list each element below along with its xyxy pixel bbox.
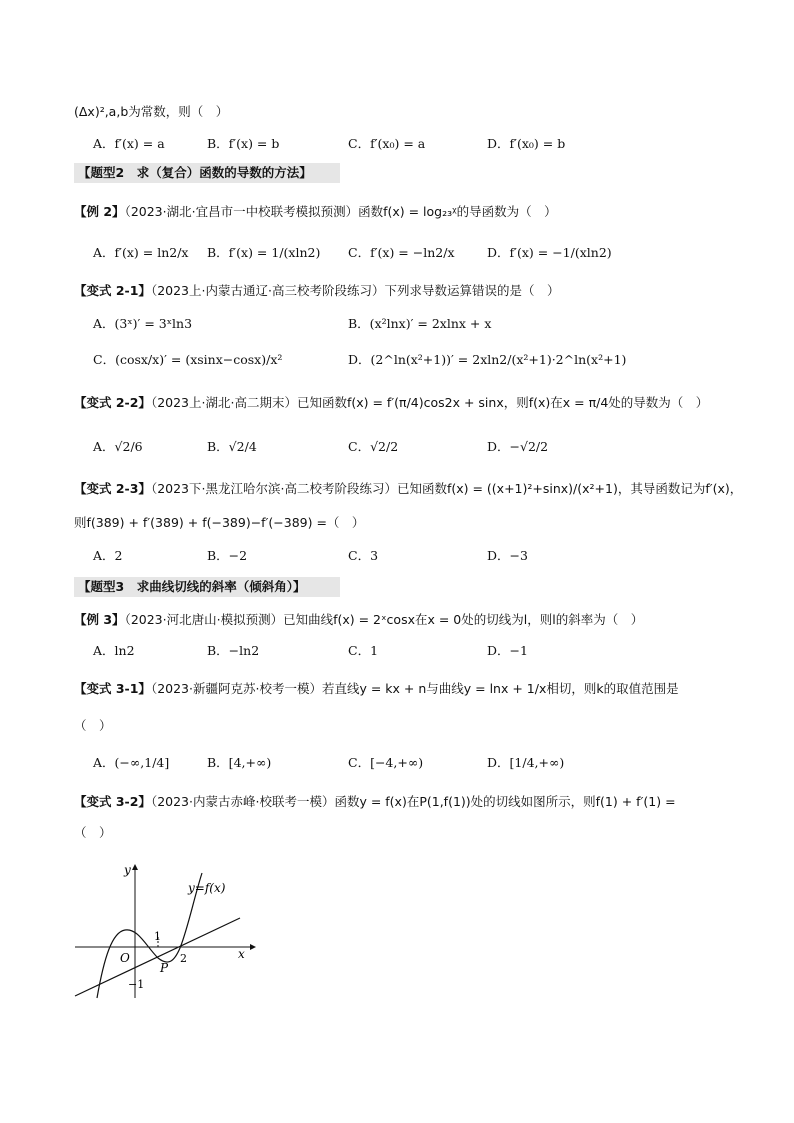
prev-option-c[interactable]: C．f′(x₀) = a [348,136,426,151]
variant-3-1-stem [74,679,679,699]
question-text: 函数f(x) = log₂₃ᵡ的导函数为（ ） [358,204,557,219]
ex3-option-d[interactable]: D．−1 [487,643,528,658]
example-2-stem [74,202,557,222]
v21-option-a[interactable]: A．(3ˣ)′ = 3ˣln3 [93,316,193,331]
x-axis-arrow [250,944,256,950]
ex3-option-c[interactable]: C．1 [348,643,379,658]
variant-3-2-stem-line2: （ ） [74,825,112,840]
ex2-option-d[interactable]: D．f′(x) = −1/(xln2) [487,245,612,260]
question-source: （2023下·黑龙江哈尔滨·高二校考阶段练习） [150,481,397,496]
v31-option-a[interactable]: A．(−∞,1/4] [93,755,170,770]
variant-3-1-stem-line2: （ ） [74,718,112,733]
curve-f [97,873,202,998]
v21-option-d[interactable]: D．(2^ln(x²+1))′ = 2xln2/(x²+1)·2^ln(x²+1) [348,352,627,367]
y-axis-label: y [124,863,131,877]
question-tag: 【变式 3-1】 [74,681,151,696]
ex2-option-b[interactable]: B．f′(x) = 1/(xln2) [207,245,321,260]
origin-label: O [120,951,130,965]
question-source: （2023上·内蒙古通辽·高三校考阶段练习） [150,283,385,298]
question-tag: 【例 2】 [74,204,125,219]
question-source: （2023上·湖北·高二期末） [150,395,297,410]
question-tag: 【变式 2-2】 [74,395,151,410]
variant-2-3-stem [74,479,742,499]
tick-label-2: 2 [180,952,187,965]
tick-label-neg1: −1 [128,978,145,991]
v22-option-c[interactable]: C．√2/2 [348,439,399,454]
prev-stem: (Δx)²,a,b为常数，则（ ） [74,104,229,119]
question-source: （2023·湖北·宜昌市一中校联考模拟预测） [124,204,359,219]
v21-option-c[interactable]: C．(cosx/x)′ = (xsinx−cosx)/x² [93,352,283,367]
variant-2-2-stem [74,393,708,413]
question-tag: 【变式 2-1】 [74,283,151,298]
question-text: 已知函数f(x) = ((x+1)²+sinx)/(x²+1)，其导函数记为f′(x)， [396,481,743,496]
v23-option-c[interactable]: C．3 [348,548,379,563]
tick-label-1: 1 [154,930,161,943]
v31-option-d[interactable]: D．[1/4,+∞) [487,755,565,770]
question-tag: 【变式 3-2】 [74,794,151,809]
example-3-stem [74,610,643,630]
v22-option-b[interactable]: B．√2/4 [207,439,257,454]
prev-option-b[interactable]: B．f′(x) = b [207,136,280,151]
question-tag: 【例 3】 [74,612,125,627]
question-text: 下列求导数运算错误的是（ ） [384,283,560,298]
question-text: 已知函数f(x) = f′(π/4)cos2x + sinx，则f(x)在x = π/4处的导数为（ ） [296,395,709,410]
v23-option-a[interactable]: A．2 [93,548,123,563]
prev-option-d[interactable]: D．f′(x₀) = b [487,136,566,151]
v22-option-d[interactable]: D．−√2/2 [487,439,549,454]
prev-option-a[interactable]: A．f′(x) = a [93,136,165,151]
ex2-option-a[interactable]: A．f′(x) = ln2/x [93,245,189,260]
variant-2-1-stem [74,281,559,301]
curve-label: y=f(x) [188,881,226,895]
question-source: （2023·河北唐山·模拟预测） [124,612,284,627]
section-heading-type3: 【题型3 求曲线切线的斜率（倾斜角）】 [74,577,340,597]
question-source: （2023·内蒙古赤峰·校联考一模） [150,794,335,809]
question-text: 若直线y = kx + n与曲线y = lnx + 1/x相切，则k的取值范围是 [321,681,679,696]
tangent-line-figure [70,858,260,1008]
v31-option-b[interactable]: B．[4,+∞) [207,755,272,770]
v21-option-b[interactable]: B．(x²lnx)′ = 2xlnx + x [348,316,492,331]
point-label: P [160,961,169,975]
question-tag: 【变式 2-3】 [74,481,151,496]
variant-3-2-stem [74,792,676,812]
variant-2-3-stem-line2: 则f(389) + f′(389) + f(−389)−f′(−389) =（ ） [74,515,365,530]
v23-option-d[interactable]: D．−3 [487,548,528,563]
ex3-option-b[interactable]: B．−ln2 [207,643,260,658]
v31-option-c[interactable]: C．[−4,+∞) [348,755,424,770]
x-axis-label: x [238,947,245,961]
v23-option-b[interactable]: B．−2 [207,548,248,563]
question-text: 已知曲线f(x) = 2ˣcosx在x = 0处的切线为l，则l的斜率为（ ） [283,612,644,627]
question-source: （2023·新疆阿克苏·校考一模） [150,681,322,696]
question-text: 函数y = f(x)在P(1,f(1))处的切线如图所示，则f(1) + f′(1) = [334,794,676,809]
section-heading-type2: 【题型2 求（复合）函数的导数的方法】 [74,163,340,183]
ex3-option-a[interactable]: A．ln2 [93,643,135,658]
ex2-option-c[interactable]: C．f′(x) = −ln2/x [348,245,455,260]
y-axis-arrow [132,864,138,870]
v22-option-a[interactable]: A．√2/6 [93,439,143,454]
